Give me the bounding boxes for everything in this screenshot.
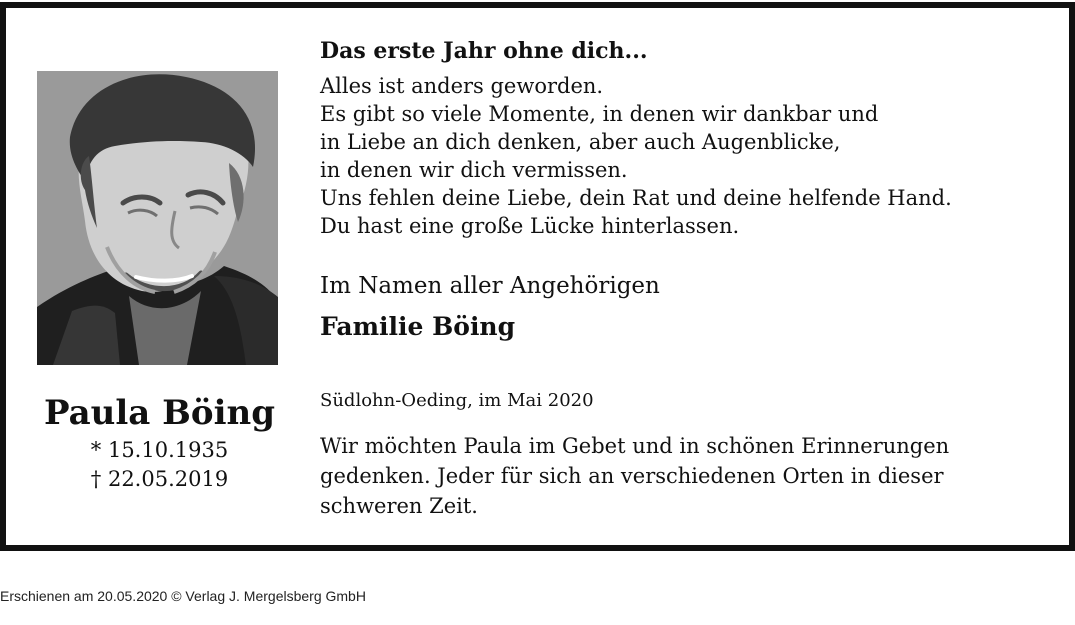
birth-date: * 15.10.1935: [90, 438, 229, 462]
deceased-name: Paula Böing: [43, 393, 275, 433]
publication-footer: Erschienen am 20.05.2020 © Verlag J. Mergelsberg GmbH: [0, 588, 366, 604]
closing-text: [320, 431, 949, 521]
death-date: † 22.05.2019: [90, 467, 229, 491]
poem-line: in Liebe an dich denken, aber auch Augenblicke,: [320, 130, 841, 154]
closing-line: schweren Zeit.: [320, 494, 478, 518]
poem-line: Alles ist anders geworden.: [320, 74, 604, 98]
message-column: [320, 8, 1060, 538]
closing-line: gedenken. Jeder für sich an verschiedenen Orten in dieser: [320, 464, 944, 488]
poem-line: in denen wir dich vermissen.: [320, 158, 628, 182]
poem-text: [320, 72, 952, 240]
signature-intro: Im Namen aller Angehörigen: [320, 273, 660, 299]
poem-line: Uns fehlen deine Liebe, dein Rat und deine helfende Hand.: [320, 186, 952, 210]
place-date: Südlohn-Oeding, im Mai 2020: [320, 390, 594, 411]
headline: Das erste Jahr ohne dich...: [320, 38, 648, 64]
poem-line: Es gibt so viele Momente, in denen wir dankbar und: [320, 102, 879, 126]
portrait-photo: [37, 71, 278, 365]
family-name: Familie Böing: [320, 312, 516, 341]
obituary-notice: [0, 2, 1075, 551]
closing-line: Wir möchten Paula im Gebet und in schönen Erinnerungen: [320, 434, 950, 458]
poem-line: Du hast eine große Lücke hinterlassen.: [320, 214, 740, 238]
